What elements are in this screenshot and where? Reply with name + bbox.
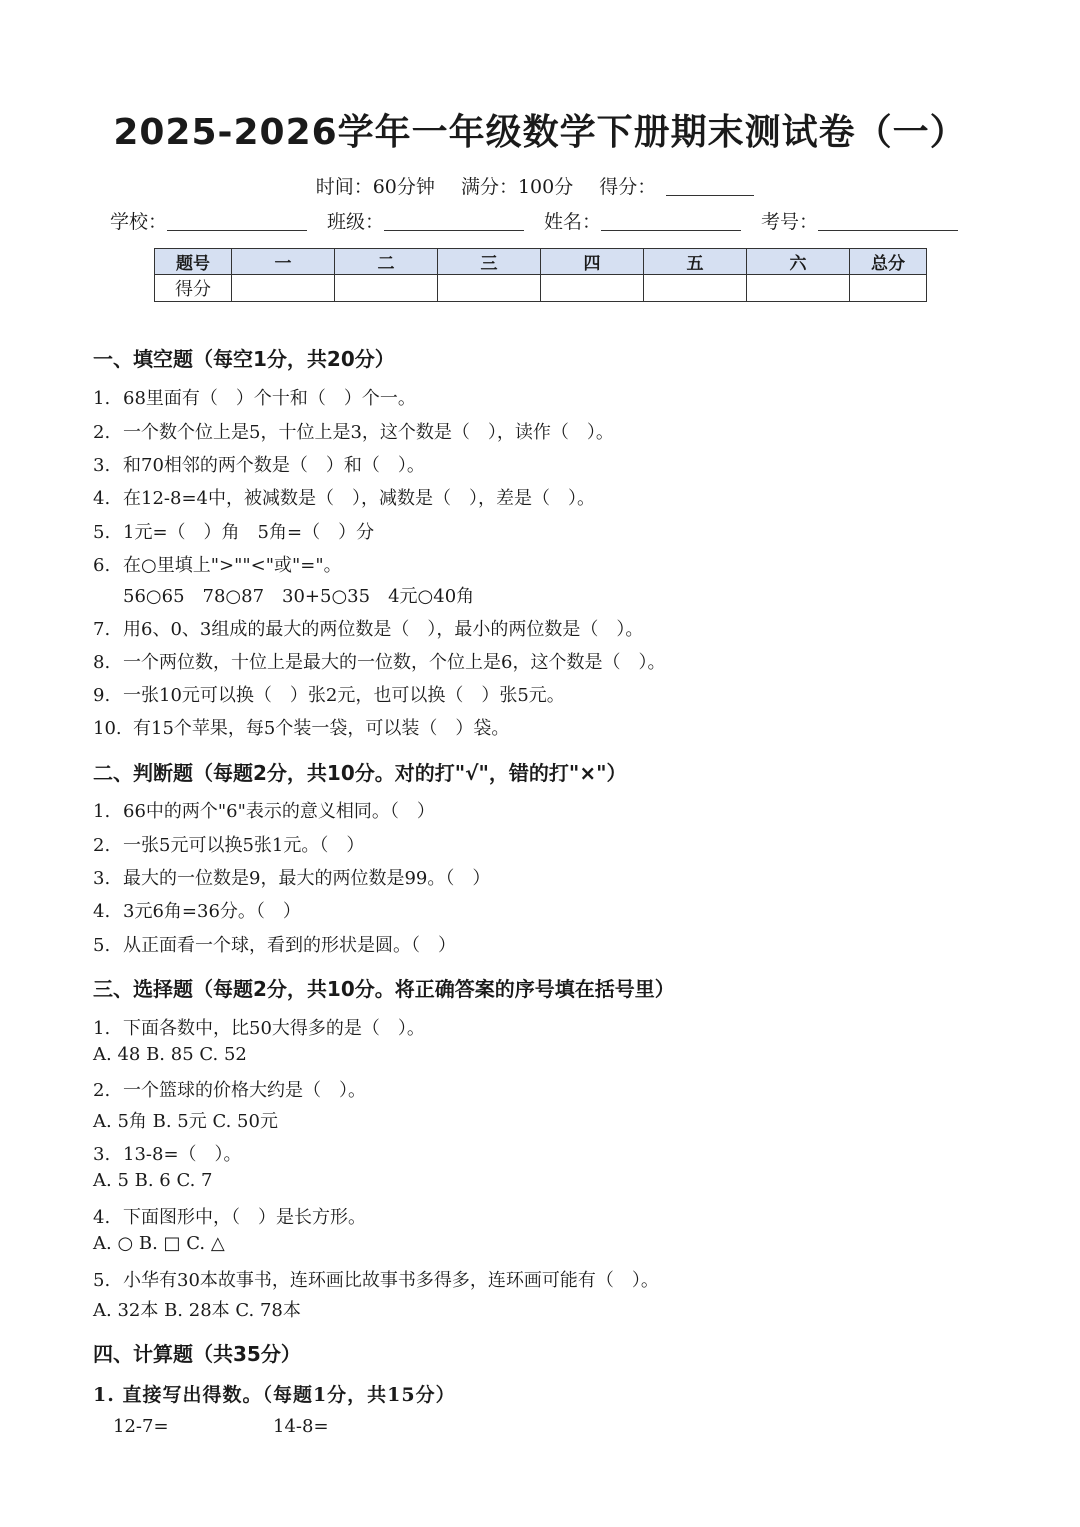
question-item: 2. 一张5元可以换5张1元。（ ） — [93, 835, 365, 856]
option-line: A. 32本 B. 28本 C. 78本 — [93, 1300, 301, 1321]
question-item: 2. 一个篮球的价格大约是（ ）。 — [93, 1080, 366, 1101]
header-cell: 三 — [438, 249, 541, 275]
header-cell: 题号 — [155, 249, 232, 275]
header-cell: 六 — [747, 249, 850, 275]
page-title: 2025-2026学年一年级数学下册期末测试卷（一） — [113, 112, 967, 153]
score-cell[interactable] — [644, 275, 747, 302]
full-score-info: 满分：100分 — [460, 176, 574, 198]
score-blank[interactable] — [666, 177, 754, 196]
name-blank[interactable] — [601, 212, 741, 231]
header-cell: 一 — [232, 249, 335, 275]
question-item: 3. 和70相邻的两个数是（ ）和（ ）。 — [93, 455, 425, 476]
header-cell: 总分 — [850, 249, 927, 275]
question-item: 1. 66中的两个"6"表示的意义相同。（ ） — [93, 801, 435, 822]
question-item: 7. 用6、0、3组成的最大的两位数是（ ），最小的两位数是（ ）。 — [93, 619, 644, 640]
question-item: 1. 68里面有（ ）个十和（ ）个一。 — [93, 388, 416, 409]
score-cell[interactable] — [541, 275, 644, 302]
name-field: 姓名： — [544, 207, 741, 234]
school-field: 学校： — [110, 207, 307, 234]
header-cell: 四 — [541, 249, 644, 275]
score-cell[interactable] — [232, 275, 335, 302]
option-line: A. 5角 B. 5元 C. 50元 — [93, 1111, 278, 1132]
question-item-6-comparisons: 56○65 78○87 30+5○35 4元○40角 — [123, 586, 475, 607]
score-info: 得分： — [599, 176, 764, 198]
section-4-title: 四、计算题（共35分） — [93, 1342, 301, 1366]
option-line: A. 48 B. 85 C. 52 — [93, 1044, 247, 1065]
section-3-title: 三、选择题（每题2分，共10分。将正确答案的序号填在括号里） — [93, 977, 675, 1001]
question-item: 1. 下面各数中，比50大得多的是（ ）。 — [93, 1018, 425, 1039]
calc-item: 12-7= — [113, 1416, 169, 1437]
question-item: 3. 13-8=（ ）。 — [93, 1144, 242, 1165]
time-info: 时间：60分钟 — [315, 176, 435, 198]
student-fields — [110, 207, 980, 234]
school-blank[interactable] — [167, 212, 307, 231]
exam-number-field: 考号： — [761, 207, 958, 234]
question-item: 4. 3元6角=36分。（ ） — [93, 901, 301, 922]
question-item: 5. 小华有30本故事书，连环画比故事书多得多，连环画可能有（ ）。 — [93, 1270, 659, 1291]
section-2-title: 二、判断题（每题2分，共10分。对的打"√"，错的打"×"） — [93, 761, 627, 785]
question-item: 4. 在12-8=4中，被减数是（ ），减数是（ ），差是（ ）。 — [93, 488, 595, 509]
question-item: 2. 一个数个位上是5，十位上是3，这个数是（ ），读作（ ）。 — [93, 422, 614, 443]
score-cell[interactable] — [850, 275, 927, 302]
score-cell[interactable] — [335, 275, 438, 302]
question-item: 5. 1元=（ ）角 5角=（ ）分 — [93, 522, 375, 543]
exam-number-blank[interactable] — [818, 212, 958, 231]
option-line: A. ○ B. □ C. △ — [93, 1233, 225, 1254]
header-cell: 五 — [644, 249, 747, 275]
question-item: 6. 在○里填上">""<"或"="。 — [93, 555, 342, 576]
class-blank[interactable] — [384, 212, 524, 231]
exam-info — [0, 172, 1080, 199]
question-item: 4. 下面图形中，（ ）是长方形。 — [93, 1207, 366, 1228]
score-table — [154, 248, 927, 302]
score-table-header — [155, 249, 927, 275]
question-item: 8. 一个两位数，十位上是最大的一位数，个位上是6，这个数是（ ）。 — [93, 652, 666, 673]
row-label-cell: 得分 — [155, 275, 232, 302]
question-item: 3. 最大的一位数是9，最大的两位数是99。（ ） — [93, 868, 491, 889]
option-line: A. 5 B. 6 C. 7 — [93, 1170, 213, 1191]
header-cell: 二 — [335, 249, 438, 275]
score-cell[interactable] — [438, 275, 541, 302]
subsection-title: 1. 直接写出得数。（每题1分，共15分） — [93, 1384, 456, 1406]
question-item: 5. 从正面看一个球，看到的形状是圆。（ ） — [93, 935, 456, 956]
question-item: 10. 有15个苹果，每5个装一袋，可以装（ ）袋。 — [93, 718, 510, 739]
section-1-title: 一、填空题（每空1分，共20分） — [93, 347, 395, 371]
class-field: 班级： — [327, 207, 524, 234]
question-item: 9. 一张10元可以换（ ）张2元，也可以换（ ）张5元。 — [93, 685, 565, 706]
calc-item: 14-8= — [273, 1416, 329, 1437]
score-cell[interactable] — [747, 275, 850, 302]
score-table-row — [155, 275, 927, 302]
